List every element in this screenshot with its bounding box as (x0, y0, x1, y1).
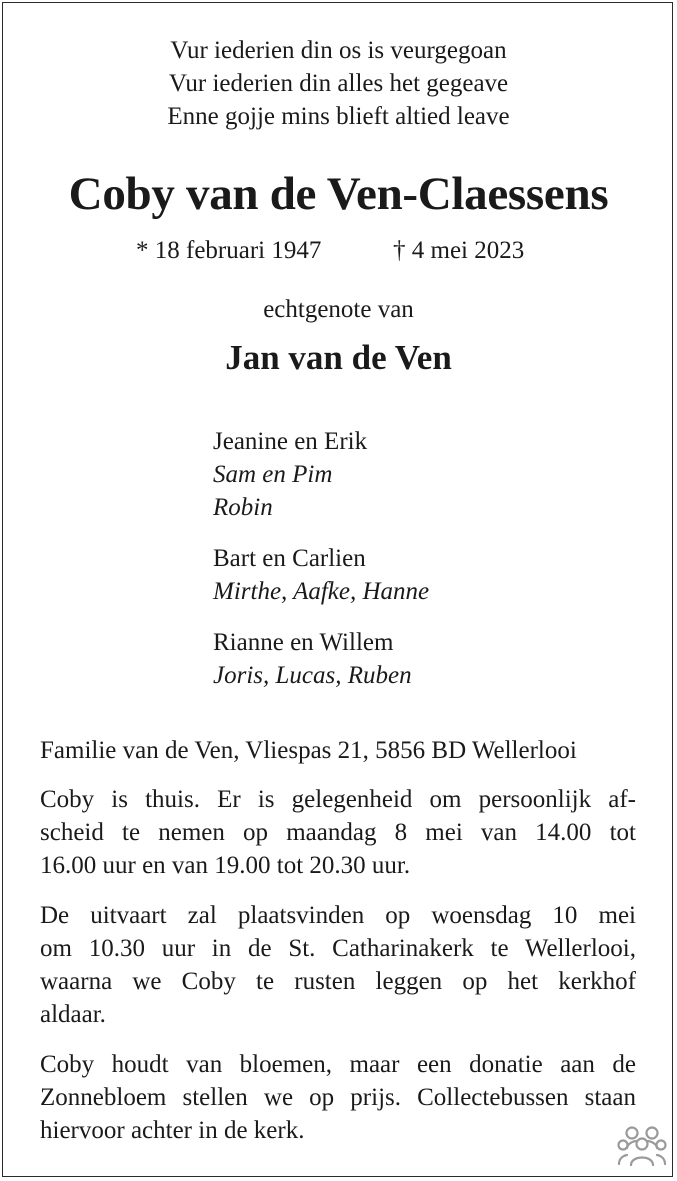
family-parents: Rianne en Willem (213, 629, 394, 656)
relation-label: echtgenote van (263, 296, 414, 323)
paragraph-line: aldaar. (40, 1001, 106, 1028)
paragraph-line: 16.00 uur en van 19.00 tot 20.30 uur. (40, 852, 411, 879)
family-children: Mirthe, Aafke, Hanne (213, 578, 430, 605)
paragraph-line: Coby houdt van bloemen, maar een donatie aan de (40, 1051, 636, 1078)
paragraph-line: om 10.30 uur in de St. Catharinakerk te Wellerlooi, (40, 935, 636, 962)
flowers-paragraph (40, 1048, 636, 1147)
paragraph-line: Zonnebloem stellen we op prijs. Collectebussen staan (40, 1084, 636, 1111)
family-parents: Jeanine en Erik (213, 428, 368, 455)
family-address (40, 734, 636, 767)
funeral-paragraph (40, 899, 636, 1031)
family-group (213, 425, 429, 524)
spouse-name: Jan van de Ven (225, 338, 452, 377)
poem-line: Vur iederien din alles het gegeave (168, 70, 509, 97)
paragraph-line: waarna we Coby te rusten leggen op het kerkhof (40, 968, 636, 995)
paragraph-line: De uitvaart zal plaatsvinden op woensdag 10 mei (40, 902, 636, 929)
address-line: Familie van de Ven, Vliespas 21, 5856 BD Wellerlooi (40, 737, 577, 764)
visitation-paragraph (40, 783, 636, 882)
family-children: Joris, Lucas, Ruben (213, 662, 412, 689)
paragraph-line: scheid te nemen op maandag 8 mei van 14.00 tot (40, 819, 636, 846)
birth-date: * 18 februari 1947 (136, 237, 322, 264)
family-group (213, 626, 429, 692)
family-group (213, 542, 429, 608)
poem-line: Vur iederien din os is veurgegoan (170, 37, 507, 64)
poem-line: Enne gojje mins blieft altied leave (167, 103, 510, 130)
paragraph-line: Coby is thuis. Er is gelegenheid om persoonlijk af- (40, 786, 636, 813)
family-parents: Bart en Carlien (213, 545, 366, 572)
poem (0, 34, 677, 133)
deceased-name: Coby van de Ven-Claessens (68, 168, 609, 220)
paragraph-line: hiervoor achter in de kerk. (40, 1117, 305, 1144)
death-date: † 4 mei 2023 (393, 237, 525, 264)
family-children: Robin (213, 494, 273, 521)
people-group-icon (616, 1124, 668, 1168)
family-children: Sam en Pim (213, 461, 333, 488)
family-list (213, 425, 429, 710)
